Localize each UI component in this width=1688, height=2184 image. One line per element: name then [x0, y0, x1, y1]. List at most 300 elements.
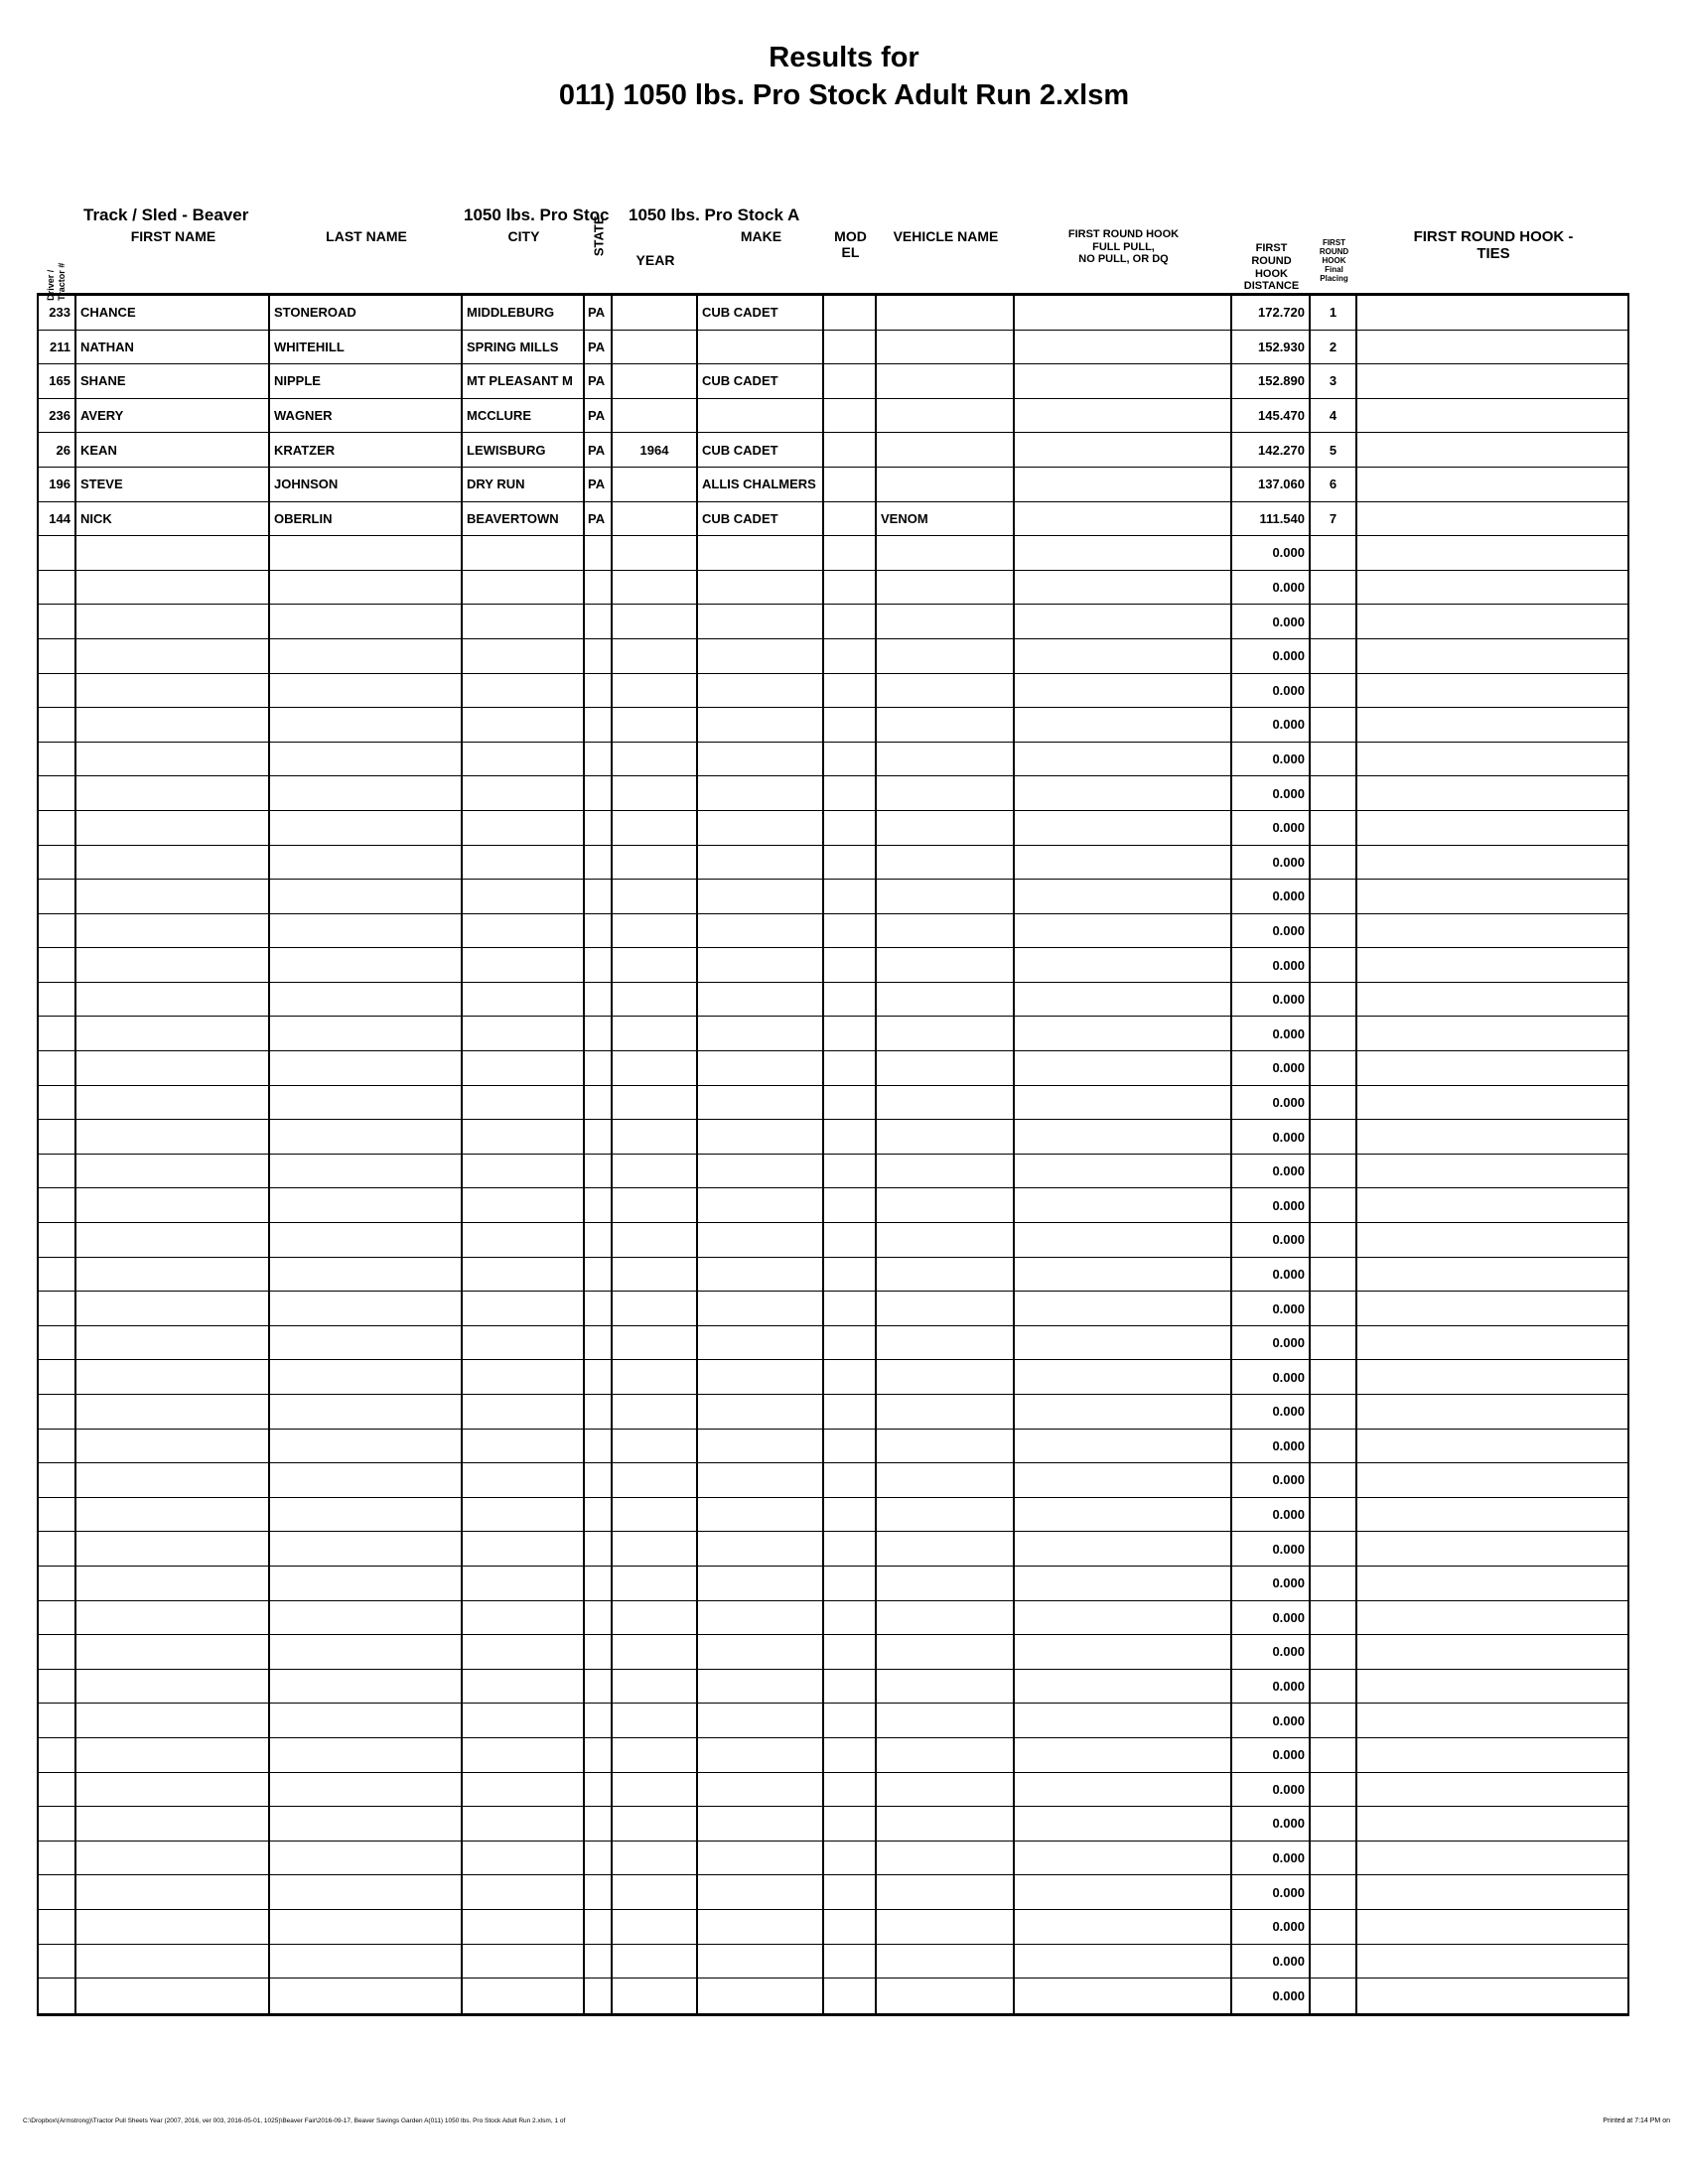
cell-state [585, 1086, 613, 1120]
cell-hook-placing [1311, 1188, 1357, 1222]
cell-state [585, 1051, 613, 1085]
cell-make [698, 1430, 824, 1463]
cell-hook-placing [1311, 1842, 1357, 1875]
cell-vehicle-name [877, 674, 1015, 708]
cell-hook-ties [1357, 1051, 1629, 1085]
cell-year [613, 1051, 698, 1085]
cell-state [585, 846, 613, 880]
cell-vehicle-name [877, 1051, 1015, 1085]
cell-hook-placing [1311, 1532, 1357, 1566]
cell-model [824, 1430, 877, 1463]
cell-last-name [270, 1807, 463, 1841]
cell-last-name [270, 1842, 463, 1875]
cell-city [463, 1395, 585, 1429]
cell-last-name [270, 880, 463, 913]
cell-year [613, 1326, 698, 1360]
cell-driver-number [37, 1704, 76, 1737]
cell-year [613, 1910, 698, 1944]
cell-last-name [270, 1223, 463, 1257]
cell-model [824, 468, 877, 501]
cell-hook-distance: 111.540 [1232, 502, 1311, 536]
cell-make [698, 1498, 824, 1532]
cell-year [613, 914, 698, 948]
cell-model [824, 1567, 877, 1600]
cell-hook-result [1015, 1120, 1232, 1154]
cell-hook-result [1015, 1326, 1232, 1360]
cell-driver-number [37, 1773, 76, 1807]
class-label-right: 1050 lbs. Pro Stock A [629, 205, 800, 224]
cell-hook-result [1015, 1704, 1232, 1737]
cell-hook-placing [1311, 1670, 1357, 1704]
cell-last-name: OBERLIN [270, 502, 463, 536]
cell-model [824, 1155, 877, 1188]
cell-hook-result [1015, 776, 1232, 810]
cell-first-name [76, 1807, 270, 1841]
cell-vehicle-name [877, 1360, 1015, 1394]
cell-make [698, 1120, 824, 1154]
cell-hook-ties [1357, 1498, 1629, 1532]
cell-first-name [76, 1842, 270, 1875]
cell-city [463, 1567, 585, 1600]
cell-city: BEAVERTOWN [463, 502, 585, 536]
cell-last-name: STONEROAD [270, 296, 463, 330]
cell-driver-number [37, 639, 76, 673]
cell-state [585, 1945, 613, 1979]
table-row [37, 708, 1629, 743]
cell-city [463, 571, 585, 605]
cell-model [824, 948, 877, 982]
cell-first-name [76, 536, 270, 570]
table-header-row [37, 215, 1629, 302]
cell-driver-number [37, 743, 76, 776]
cell-year [613, 1223, 698, 1257]
cell-last-name [270, 1945, 463, 1979]
cell-model [824, 1258, 877, 1292]
cell-model [824, 674, 877, 708]
cell-make [698, 1360, 824, 1394]
cell-model [824, 399, 877, 433]
cell-vehicle-name [877, 1258, 1015, 1292]
table-row [37, 1635, 1629, 1670]
cell-hook-placing [1311, 1120, 1357, 1154]
cell-year [613, 639, 698, 673]
cell-hook-placing [1311, 811, 1357, 845]
cell-state [585, 1395, 613, 1429]
table-row [37, 1086, 1629, 1121]
cell-first-name [76, 983, 270, 1017]
cell-make [698, 776, 824, 810]
cell-city [463, 1842, 585, 1875]
cell-hook-placing [1311, 1223, 1357, 1257]
cell-make [698, 708, 824, 742]
cell-last-name [270, 708, 463, 742]
cell-state [585, 639, 613, 673]
cell-hook-placing: 6 [1311, 468, 1357, 501]
cell-city [463, 1326, 585, 1360]
cell-hook-ties [1357, 1120, 1629, 1154]
cell-make [698, 1979, 824, 2013]
cell-last-name: JOHNSON [270, 468, 463, 501]
cell-hook-placing [1311, 948, 1357, 982]
cell-state [585, 1258, 613, 1292]
cell-hook-result [1015, 571, 1232, 605]
cell-hook-distance: 0.000 [1232, 1017, 1311, 1050]
cell-hook-ties [1357, 1188, 1629, 1222]
cell-model [824, 1120, 877, 1154]
col-header-hook-result: FIRST ROUND HOOK FULL PULL, NO PULL, OR DQ [1067, 228, 1180, 266]
cell-hook-distance: 0.000 [1232, 1051, 1311, 1085]
cell-state: PA [585, 502, 613, 536]
table-row [37, 605, 1629, 639]
cell-first-name: NATHAN [76, 331, 270, 364]
cell-first-name [76, 1188, 270, 1222]
table-row [37, 776, 1629, 811]
table-row [37, 1395, 1629, 1430]
cell-first-name [76, 639, 270, 673]
cell-last-name [270, 776, 463, 810]
cell-model [824, 1223, 877, 1257]
cell-hook-placing [1311, 1635, 1357, 1669]
cell-state [585, 1292, 613, 1325]
cell-make: CUB CADET [698, 502, 824, 536]
cell-hook-result [1015, 1532, 1232, 1566]
cell-vehicle-name [877, 1326, 1015, 1360]
cell-hook-placing [1311, 1875, 1357, 1909]
cell-hook-ties [1357, 1532, 1629, 1566]
cell-hook-distance: 0.000 [1232, 1738, 1311, 1772]
cell-first-name [76, 674, 270, 708]
cell-vehicle-name [877, 914, 1015, 948]
cell-state: PA [585, 296, 613, 330]
cell-hook-ties [1357, 846, 1629, 880]
cell-vehicle-name [877, 743, 1015, 776]
table-row [37, 1155, 1629, 1189]
cell-hook-ties [1357, 468, 1629, 501]
cell-hook-ties [1357, 1635, 1629, 1669]
cell-year [613, 880, 698, 913]
cell-hook-ties [1357, 1223, 1629, 1257]
cell-driver-number [37, 1223, 76, 1257]
cell-make [698, 1704, 824, 1737]
cell-hook-placing [1311, 743, 1357, 776]
cell-year [613, 811, 698, 845]
table-row [37, 1807, 1629, 1842]
cell-hook-distance: 0.000 [1232, 674, 1311, 708]
cell-model [824, 1807, 877, 1841]
cell-first-name [76, 605, 270, 638]
cell-make: CUB CADET [698, 433, 824, 467]
cell-hook-result [1015, 1773, 1232, 1807]
cell-state [585, 1360, 613, 1394]
cell-model [824, 536, 877, 570]
cell-hook-result [1015, 1945, 1232, 1979]
table-row [37, 502, 1629, 537]
cell-year [613, 1738, 698, 1772]
cell-hook-placing [1311, 1979, 1357, 2013]
cell-driver-number [37, 1086, 76, 1120]
cell-hook-result [1015, 811, 1232, 845]
cell-vehicle-name [877, 1188, 1015, 1222]
table-row [37, 1360, 1629, 1395]
cell-hook-distance: 152.890 [1232, 364, 1311, 398]
cell-model [824, 1532, 877, 1566]
cell-model [824, 846, 877, 880]
cell-model [824, 743, 877, 776]
cell-first-name [76, 1258, 270, 1292]
cell-first-name [76, 1051, 270, 1085]
cell-vehicle-name [877, 1430, 1015, 1463]
cell-model [824, 914, 877, 948]
cell-city [463, 1875, 585, 1909]
cell-first-name [76, 811, 270, 845]
cell-first-name [76, 914, 270, 948]
cell-hook-distance: 0.000 [1232, 708, 1311, 742]
cell-city [463, 983, 585, 1017]
cell-vehicle-name [877, 639, 1015, 673]
cell-make [698, 914, 824, 948]
cell-make [698, 1223, 824, 1257]
col-header-hook-ties: FIRST ROUND HOOK - TIES [1413, 228, 1574, 263]
cell-driver-number [37, 571, 76, 605]
cell-first-name [76, 1773, 270, 1807]
cell-hook-result [1015, 1842, 1232, 1875]
table-row [37, 1704, 1629, 1738]
cell-city [463, 1258, 585, 1292]
cell-first-name: AVERY [76, 399, 270, 433]
table-body [37, 296, 1629, 2016]
cell-model [824, 1498, 877, 1532]
cell-hook-placing: 1 [1311, 296, 1357, 330]
cell-driver-number: 26 [37, 433, 76, 467]
cell-vehicle-name [877, 880, 1015, 913]
cell-state [585, 948, 613, 982]
cell-last-name [270, 1670, 463, 1704]
cell-hook-placing [1311, 1326, 1357, 1360]
cell-state [585, 1532, 613, 1566]
cell-make [698, 1258, 824, 1292]
cell-first-name [76, 1017, 270, 1050]
cell-last-name [270, 1360, 463, 1394]
cell-hook-distance: 152.930 [1232, 331, 1311, 364]
cell-city [463, 1292, 585, 1325]
cell-model [824, 502, 877, 536]
cell-hook-ties [1357, 674, 1629, 708]
cell-make [698, 1188, 824, 1222]
cell-hook-ties [1357, 1086, 1629, 1120]
cell-hook-ties [1357, 1360, 1629, 1394]
cell-year [613, 502, 698, 536]
cell-year [613, 776, 698, 810]
cell-state [585, 1910, 613, 1944]
track-sled-label: Track / Sled - Beaver [83, 205, 249, 224]
cell-hook-distance: 0.000 [1232, 1979, 1311, 2013]
cell-hook-placing [1311, 674, 1357, 708]
cell-city [463, 846, 585, 880]
cell-first-name [76, 880, 270, 913]
cell-hook-distance: 0.000 [1232, 1875, 1311, 1909]
cell-driver-number [37, 1120, 76, 1154]
cell-year [613, 1086, 698, 1120]
cell-hook-distance: 0.000 [1232, 1945, 1311, 1979]
cell-last-name: WAGNER [270, 399, 463, 433]
cell-state [585, 914, 613, 948]
cell-first-name [76, 1945, 270, 1979]
cell-state: PA [585, 433, 613, 467]
cell-year [613, 331, 698, 364]
cell-make [698, 948, 824, 982]
cell-hook-result [1015, 399, 1232, 433]
table-row [37, 1910, 1629, 1945]
cell-driver-number: 236 [37, 399, 76, 433]
cell-vehicle-name [877, 364, 1015, 398]
cell-hook-result [1015, 674, 1232, 708]
cell-city [463, 1155, 585, 1188]
cell-state: PA [585, 364, 613, 398]
table-row [37, 1292, 1629, 1326]
cell-hook-placing [1311, 1704, 1357, 1737]
cell-make [698, 743, 824, 776]
cell-make [698, 1463, 824, 1497]
cell-hook-placing [1311, 1463, 1357, 1497]
cell-vehicle-name: VENOM [877, 502, 1015, 536]
cell-hook-placing [1311, 571, 1357, 605]
cell-state [585, 1223, 613, 1257]
cell-vehicle-name [877, 331, 1015, 364]
cell-hook-placing: 5 [1311, 433, 1357, 467]
cell-vehicle-name [877, 571, 1015, 605]
cell-hook-ties [1357, 571, 1629, 605]
cell-vehicle-name [877, 1567, 1015, 1600]
cell-hook-ties [1357, 536, 1629, 570]
table-row [37, 1430, 1629, 1464]
cell-last-name [270, 1738, 463, 1772]
table-row [37, 331, 1629, 365]
cell-hook-placing [1311, 983, 1357, 1017]
cell-hook-ties [1357, 1601, 1629, 1635]
cell-year [613, 1704, 698, 1737]
cell-hook-result [1015, 743, 1232, 776]
cell-year [613, 1807, 698, 1841]
cell-first-name [76, 1498, 270, 1532]
cell-hook-placing: 3 [1311, 364, 1357, 398]
cell-vehicle-name [877, 811, 1015, 845]
cell-make [698, 983, 824, 1017]
footer-printed-time: Printed at 7:14 PM on [1603, 2117, 1670, 2124]
cell-vehicle-name [877, 1945, 1015, 1979]
cell-model [824, 1051, 877, 1085]
table-row [37, 674, 1629, 709]
table-row [37, 1326, 1629, 1361]
cell-year [613, 674, 698, 708]
cell-hook-result [1015, 1635, 1232, 1669]
cell-hook-distance: 0.000 [1232, 1532, 1311, 1566]
cell-driver-number [37, 1498, 76, 1532]
cell-hook-ties [1357, 296, 1629, 330]
cell-city [463, 1463, 585, 1497]
col-header-hook-placing: FIRST ROUND HOOK Final Placing [1319, 237, 1349, 284]
cell-driver-number [37, 1670, 76, 1704]
cell-hook-result [1015, 1463, 1232, 1497]
cell-hook-distance: 0.000 [1232, 743, 1311, 776]
cell-hook-result [1015, 983, 1232, 1017]
cell-hook-result [1015, 1395, 1232, 1429]
cell-model [824, 1910, 877, 1944]
table-row [37, 914, 1629, 949]
cell-make [698, 1635, 824, 1669]
cell-make [698, 1086, 824, 1120]
cell-hook-placing [1311, 1395, 1357, 1429]
cell-last-name [270, 1498, 463, 1532]
cell-driver-number [37, 1360, 76, 1394]
cell-city [463, 1635, 585, 1669]
table-row [37, 948, 1629, 983]
cell-driver-number [37, 708, 76, 742]
cell-first-name: SHANE [76, 364, 270, 398]
cell-hook-result [1015, 1223, 1232, 1257]
cell-hook-ties [1357, 743, 1629, 776]
cell-vehicle-name [877, 1738, 1015, 1772]
cell-state [585, 1773, 613, 1807]
cell-driver-number [37, 1326, 76, 1360]
cell-last-name [270, 1292, 463, 1325]
cell-hook-placing [1311, 605, 1357, 638]
cell-last-name [270, 1086, 463, 1120]
cell-driver-number [37, 1842, 76, 1875]
cell-model [824, 296, 877, 330]
cell-model [824, 880, 877, 913]
cell-last-name [270, 674, 463, 708]
cell-city [463, 1910, 585, 1944]
cell-city [463, 914, 585, 948]
cell-make [698, 571, 824, 605]
cell-first-name [76, 776, 270, 810]
cell-driver-number: 144 [37, 502, 76, 536]
cell-state [585, 708, 613, 742]
cell-make: CUB CADET [698, 296, 824, 330]
cell-vehicle-name [877, 846, 1015, 880]
cell-first-name [76, 708, 270, 742]
table-row [37, 571, 1629, 606]
cell-year [613, 743, 698, 776]
cell-first-name [76, 1223, 270, 1257]
cell-make [698, 1670, 824, 1704]
cell-year [613, 846, 698, 880]
cell-state [585, 1326, 613, 1360]
cell-year [613, 1258, 698, 1292]
cell-hook-distance: 0.000 [1232, 1601, 1311, 1635]
cell-last-name [270, 1155, 463, 1188]
cell-year [613, 399, 698, 433]
cell-city [463, 948, 585, 982]
cell-hook-placing [1311, 1910, 1357, 1944]
cell-first-name [76, 1463, 270, 1497]
cell-first-name [76, 1395, 270, 1429]
cell-state [585, 1979, 613, 2013]
col-header-state: STATE [591, 215, 607, 257]
cell-hook-ties [1357, 1704, 1629, 1737]
cell-year [613, 364, 698, 398]
cell-driver-number [37, 1155, 76, 1188]
cell-hook-distance: 0.000 [1232, 1292, 1311, 1325]
cell-first-name [76, 1635, 270, 1669]
cell-hook-distance: 0.000 [1232, 1773, 1311, 1807]
cell-city [463, 1120, 585, 1154]
cell-vehicle-name [877, 433, 1015, 467]
cell-state: PA [585, 468, 613, 501]
cell-hook-distance: 0.000 [1232, 605, 1311, 638]
cell-state: PA [585, 331, 613, 364]
cell-hook-distance: 0.000 [1232, 1155, 1311, 1188]
